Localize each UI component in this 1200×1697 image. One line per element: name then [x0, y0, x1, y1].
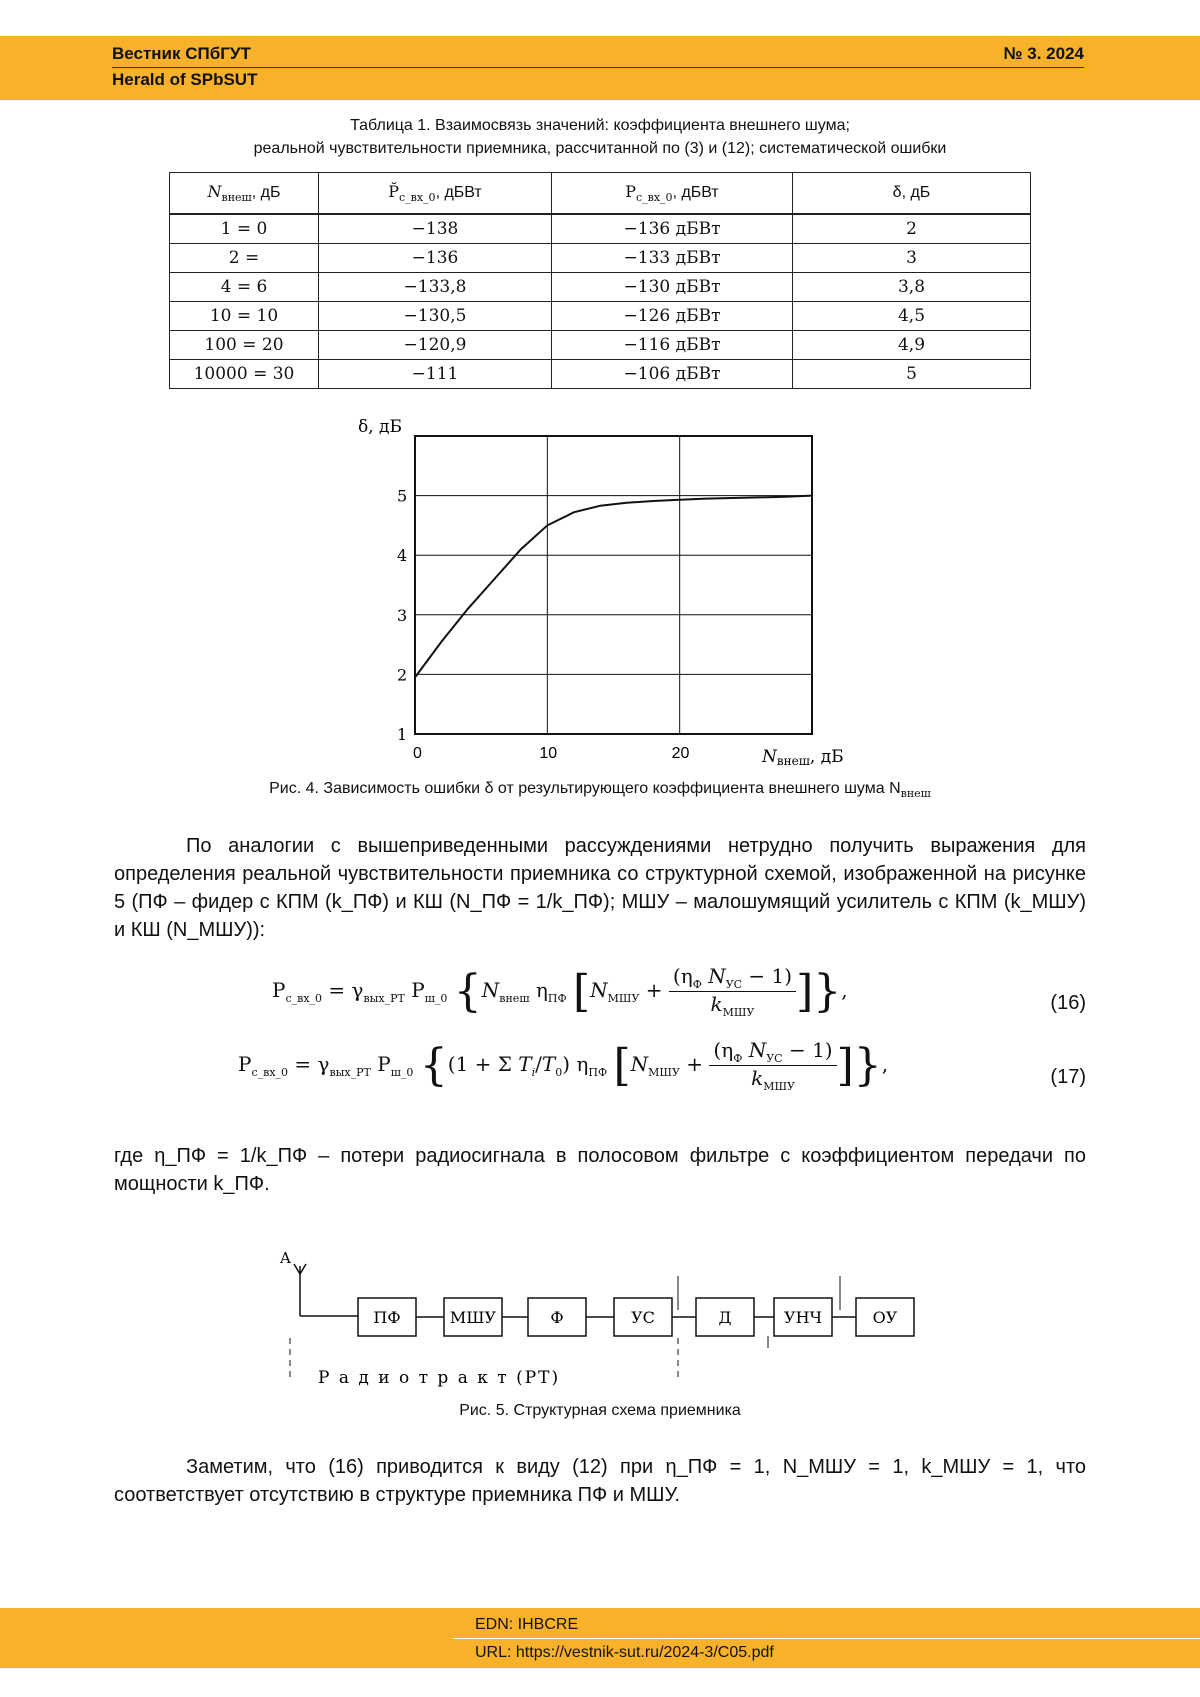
table-row: [170, 360, 1031, 389]
table-caption-line1: Таблица 1. Взаимосвязь значений: коэффициента внешнего шума;: [350, 117, 850, 134]
edn-code: EDN: IHBCRE: [475, 1616, 579, 1633]
table-cell: −106 дБВт: [552, 360, 793, 389]
table-cell: −133 дБВт: [552, 244, 793, 273]
equation-16-number: (16): [1050, 992, 1086, 1014]
table-cell: −111: [319, 360, 552, 389]
table-cell: 10000 = 30: [170, 360, 319, 389]
table-cell: 2: [793, 214, 1031, 244]
radio-tract-label: Р а д и о т р а к т (РТ): [318, 1368, 561, 1388]
data-table: [169, 172, 1031, 389]
table-cell: 4 = 6: [170, 273, 319, 302]
journal-title-ru: Вестник СПбГУТ: [112, 44, 251, 63]
col-header-p: $P_{с\_вх\_0}$, дБВт: [552, 173, 793, 215]
table-cell: 4,9: [793, 331, 1031, 360]
table-cell: 100 = 20: [170, 331, 319, 360]
table-cell: −116 дБВт: [552, 331, 793, 360]
article-url[interactable]: URL: https://vestnik-sut.ru/2024-3/C05.pdf: [475, 1644, 774, 1661]
table-cell: 1 = 0: [170, 214, 319, 244]
chart-y-label: δ, дБ: [358, 417, 403, 437]
col-header-delta: δ, дБ: [793, 173, 1031, 215]
y-tick-label: 2: [397, 665, 408, 685]
table-cell: 10 = 10: [170, 302, 319, 331]
table-cell: 3: [793, 244, 1031, 273]
header-rule: [112, 67, 1084, 68]
table-cell: −126 дБВт: [552, 302, 793, 331]
error-chart: [0, 412, 1200, 812]
diagram-block-label: ОУ: [872, 1308, 898, 1327]
journal-title-en: Herald of SPbSUT: [112, 70, 258, 89]
equation-17-number: (17): [1050, 1066, 1086, 1088]
x-tick-label: 10: [539, 745, 558, 762]
diagram-block-label: Ф: [550, 1308, 564, 1327]
y-tick-label: 4: [397, 546, 408, 566]
page-footer: [0, 1608, 1200, 1668]
block-diagram: [0, 1218, 1200, 1398]
chart-x-label: Nвнеш, дБ: [762, 747, 844, 768]
table-cell: −136: [319, 244, 552, 273]
table-row: [170, 273, 1031, 302]
diagram-block-label: УНЧ: [784, 1308, 822, 1327]
y-tick-label: 5: [397, 486, 408, 506]
chart-series-line: [415, 496, 812, 678]
diagram-block-label: МШУ: [449, 1308, 497, 1327]
y-tick-label: 3: [397, 605, 408, 625]
table-cell: −136 дБВт: [552, 214, 793, 244]
table-row: [170, 302, 1031, 331]
table-cell: −130 дБВт: [552, 273, 793, 302]
x-tick-label: 0: [413, 745, 422, 762]
equation-17: $P_{с\_вх\_0} = \gamma_{вых\_РТ}$ $P_{ш\_0}$ {(1 + Σ $T_i/T_0$) $\eta_{ПФ}$ [$N_{МШУ}$ + ($\eta_Ф$ $N_{УС} - 1$) $k_{МШУ}$ ]},: [238, 1038, 889, 1093]
table-cell: −138: [319, 214, 552, 244]
diagram-block-label: ПФ: [373, 1308, 401, 1327]
issue-number: № 3. 2024: [1003, 44, 1084, 63]
table-cell: 4,5: [793, 302, 1031, 331]
chart-frame: [415, 436, 812, 734]
diagram-block-label: УС: [631, 1308, 655, 1327]
antenna-label: A: [280, 1249, 291, 1267]
table-row: [170, 331, 1031, 360]
paragraph-3: Заметим, что (16) приводится к виду (12) при η_ПФ = 1, N_МШУ = 1, k_МШУ = 1, что соответствует отсутствию в структуре приемника ПФ и МШУ.: [114, 1456, 1086, 1506]
footer-rule: [453, 1638, 1200, 1639]
table-cell: −130,5: [319, 302, 552, 331]
figure4-caption: Рис. 4. Зависимость ошибки δ от результирующего коэффициента внешнего шума $N_{внеш}$: [269, 780, 931, 801]
table-caption-line2: реальной чувствительности приемника, рассчитанной по (3) и (12); систематической ошибки: [253, 140, 947, 157]
col-header-p-breve: $P̆_{с\_вх\_0}$, дБВт: [319, 173, 552, 215]
paragraph-2: где η_ПФ = 1/k_ПФ – потери радиосигнала в полосовом фильтре с коэффициентом передачи по мощности k_ПФ.: [114, 1145, 1086, 1195]
page-header: [0, 36, 1200, 100]
x-tick-label: 20: [671, 745, 690, 762]
table-cell: 3,8: [793, 273, 1031, 302]
paragraph-1: По аналогии с вышеприведенными рассуждениями нетрудно получить выражения для определения реальной чувствительности приемника со структурной схемой, изображенной на рисунке 5 (ПФ – фидер с КПМ (k_ПФ) и КШ (N_ПФ = 1/k_ПФ); МШУ – малошумящий усилитель с КПМ (k_МШУ) и КШ (N_МШУ)):: [114, 835, 1086, 941]
table-header-row: [170, 173, 1031, 215]
table-row: [170, 244, 1031, 273]
figure5-caption: Рис. 5. Структурная схема приемника: [459, 1402, 741, 1419]
table-cell: −133,8: [319, 273, 552, 302]
table-cell: 2 =: [170, 244, 319, 273]
table-cell: 5: [793, 360, 1031, 389]
table-cell: −120,9: [319, 331, 552, 360]
y-tick-label: 1: [397, 725, 408, 744]
col-header-n: $N_{внеш}$, дБ: [170, 173, 319, 215]
table-row: [170, 214, 1031, 244]
equation-16: $P_{с\_вх\_0} = \gamma_{вых\_РТ}$ $P_{ш\_0}$ {$N_{внеш}$ $\eta_{ПФ}$ [$N_{МШУ}$ + ($\eta_Ф$ $N_{УС} - 1$) $k_{МШУ}$ ]},: [272, 964, 848, 1019]
diagram-block-label: Д: [718, 1308, 732, 1327]
